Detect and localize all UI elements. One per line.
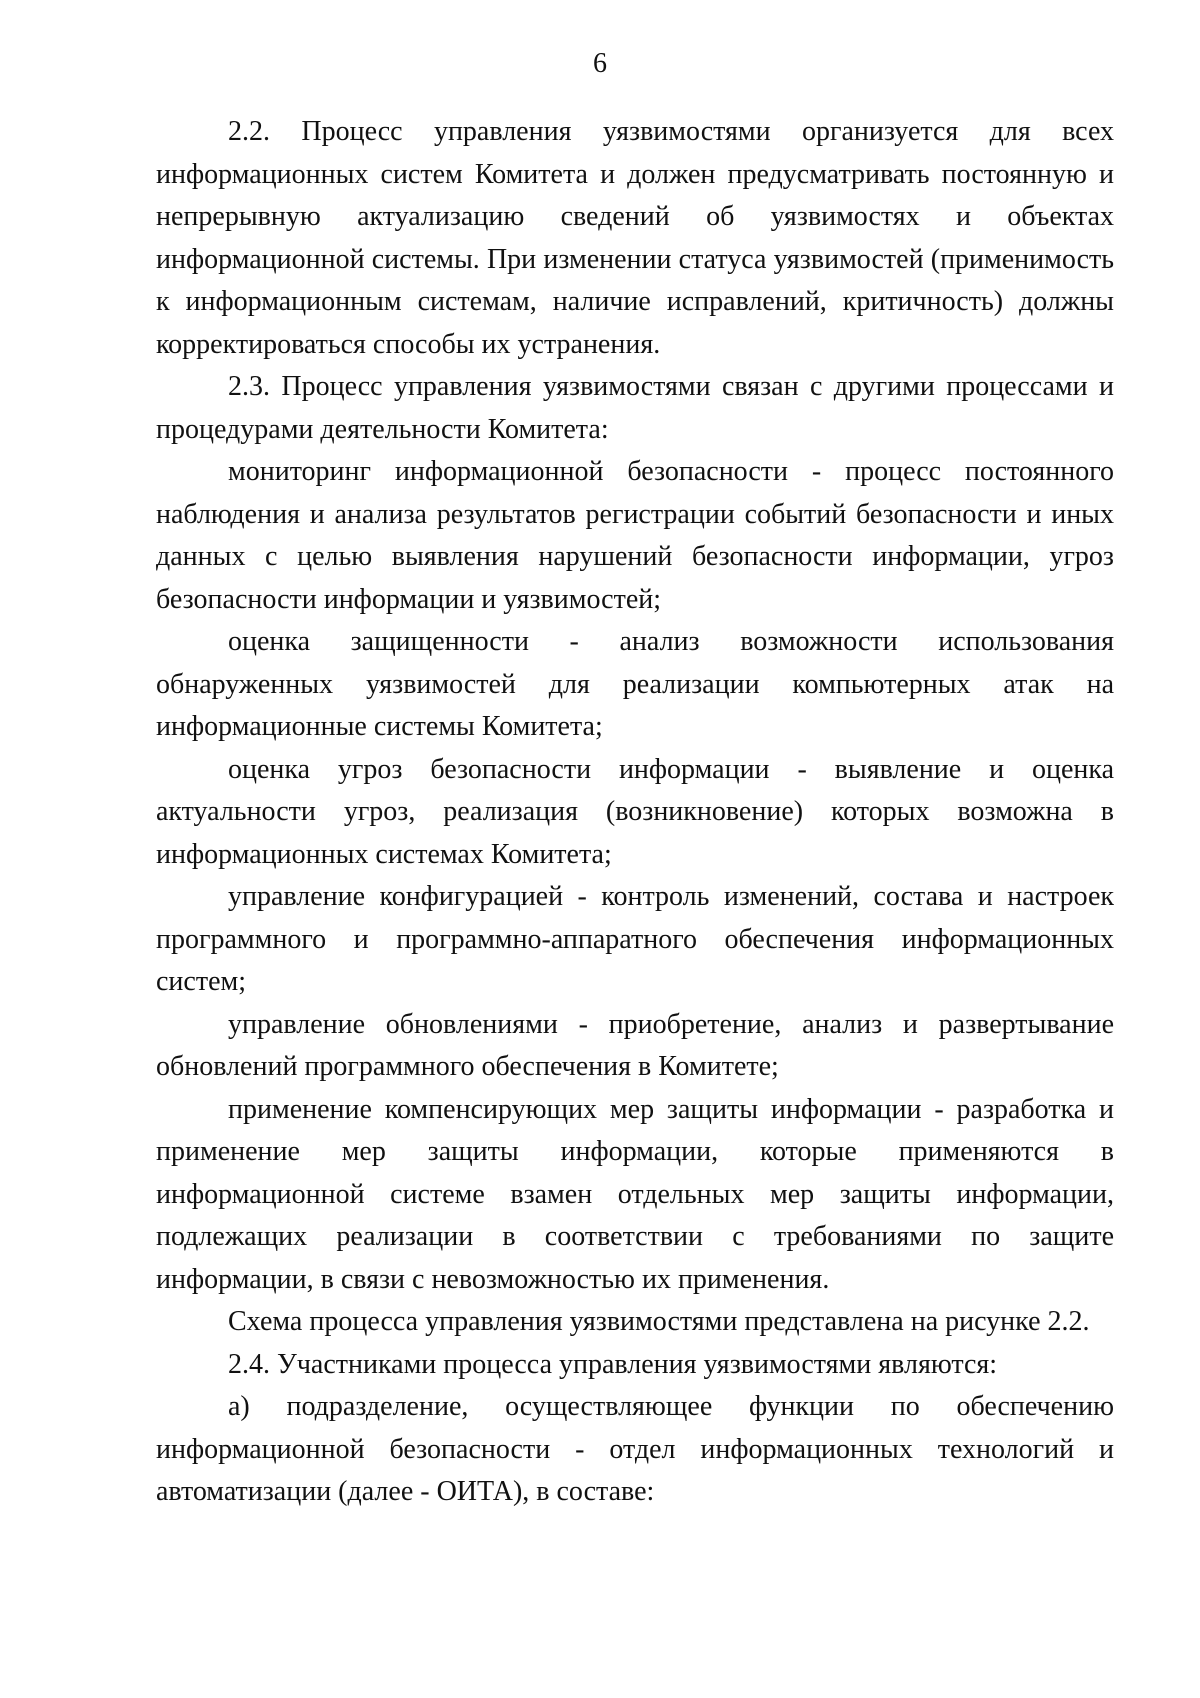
list-item-security-assessment: оценка защищенности - анализ возможности использования обнаруженных уязвимостей для реализации компьютерных атак на информационные системы Комитета; — [156, 626, 1114, 742]
list-item-compensating-measures: применение компенсирующих мер защиты информации - разработка и применение мер защиты информации, которые применяются в информационной системе взамен отдельных мер защиты информации, подлежащих реализации в соответствии с требованиями по защите информации, в связи с невозможностью их применения. — [156, 1093, 1114, 1295]
paragraph-2-3: 2.3. Процесс управления уязвимостями связан с другими процессами и процедурами деятельности Комитета: — [156, 371, 1114, 445]
paragraph-figure-reference: Схема процесса управления уязвимостями представлена на рисунке 2.2. — [228, 1306, 1090, 1337]
paragraph-2-2: 2.2. Процесс управления уязвимостями организуется для всех информационных систем Комитета и должен предусматривать постоянную и непрерывную актуализацию сведений об уязвимостях и объектах информационной системы. При изменении статуса уязвимостей (применимость к информационным системам, наличие исправлений, критичность) должны корректироваться способы их устранения. — [156, 116, 1114, 360]
paragraph-2-4: 2.4. Участниками процесса управления уязвимостями являются: — [228, 1348, 998, 1380]
list-item-monitoring: мониторинг информационной безопасности - процесс постоянного наблюдения и анализа результатов регистрации событий безопасности и иных данных с целью выявления нарушений безопасности информации, угроз безопасности информации и уязвимостей; — [156, 456, 1114, 615]
list-item-update-management: управление обновлениями - приобретение, анализ и развертывание обновлений программного обеспечения в Комитете; — [156, 1008, 1114, 1082]
list-item-a: а) подразделение, осуществляющее функции по обеспечению информационной безопасности - отдел информационных технологий и автоматизации (далее - ОИТА), в составе: — [156, 1391, 1114, 1507]
page-number: 6 — [593, 48, 607, 79]
list-item-configuration-management: управление конфигурацией - контроль изменений, состава и настроек программного и программно-аппаратного обеспечения информационных систем; — [156, 881, 1114, 997]
document-body — [156, 111, 1114, 1514]
list-item-threat-assessment: оценка угроз безопасности информации - выявление и оценка актуальности угроз, реализация (возникновение) которых возможна в информационных системах Комитета; — [156, 753, 1114, 870]
